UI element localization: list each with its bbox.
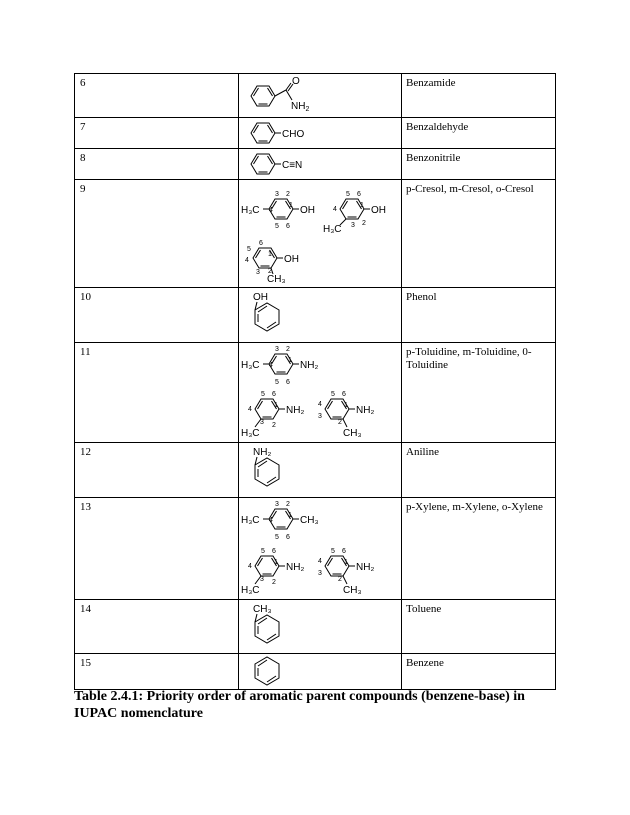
svg-text:2: 2 <box>286 346 290 353</box>
ch3-label: CH₃ <box>253 604 272 615</box>
svg-text:6: 6 <box>357 191 361 198</box>
svg-text:3: 3 <box>260 576 264 583</box>
svg-text:4: 4 <box>248 406 252 413</box>
compound-name: Benzonitrile <box>402 149 556 180</box>
svg-text:5: 5 <box>261 391 265 398</box>
nh2-label: NH₂ <box>356 405 375 416</box>
compound-name: Benzamide <box>402 74 556 118</box>
row-number: 13 <box>75 498 239 600</box>
svg-text:2: 2 <box>272 579 276 586</box>
svg-text:6: 6 <box>286 534 290 541</box>
svg-text:3: 3 <box>260 419 264 426</box>
svg-text:3: 3 <box>275 501 279 508</box>
row-number: 6 <box>75 74 239 118</box>
ch3-label: CH₃ <box>267 274 286 285</box>
oh-label: OH <box>253 292 268 303</box>
table-row <box>75 600 556 654</box>
nh2-label: NH₂ <box>300 360 319 371</box>
svg-text:3: 3 <box>256 269 260 276</box>
svg-text:6: 6 <box>272 391 276 398</box>
table-row <box>75 149 556 180</box>
svg-text:6: 6 <box>286 379 290 386</box>
compound-name: Phenol <box>402 288 556 343</box>
table-row <box>75 180 556 288</box>
compound-name: p-Toluidine, m-Toluidine, 0-Toluidine <box>402 343 556 443</box>
h3c-label: H₃C <box>241 515 260 526</box>
svg-text:3: 3 <box>351 222 355 229</box>
row-number: 11 <box>75 343 239 443</box>
compound-name: Aniline <box>402 443 556 498</box>
compound-name: Toluene <box>402 600 556 654</box>
svg-text:6: 6 <box>342 391 346 398</box>
svg-text:1: 1 <box>360 202 364 209</box>
svg-text:2: 2 <box>338 576 342 583</box>
row-number: 7 <box>75 118 239 149</box>
table-row <box>75 443 556 498</box>
cn-label: C≡N <box>282 160 303 171</box>
structure-benzene <box>239 654 402 690</box>
svg-text:3: 3 <box>318 570 322 577</box>
nh2-label: NH₂ <box>356 562 375 573</box>
svg-text:1: 1 <box>268 251 272 258</box>
nh2-label: NH₂ <box>253 447 272 458</box>
oh-label: OH <box>284 254 299 265</box>
svg-text:5: 5 <box>275 379 279 386</box>
svg-text:2: 2 <box>338 419 342 426</box>
row-number: 9 <box>75 180 239 288</box>
svg-text:5: 5 <box>331 391 335 398</box>
svg-text:1: 1 <box>344 402 348 409</box>
svg-text:5: 5 <box>331 548 335 555</box>
oxygen-label: O <box>292 76 300 87</box>
h3c-label: H₃C <box>241 205 260 216</box>
svg-text:3: 3 <box>275 191 279 198</box>
cho-label: CHO <box>282 129 305 140</box>
svg-text:4: 4 <box>245 257 249 264</box>
svg-text:6: 6 <box>342 548 346 555</box>
svg-text:5: 5 <box>261 548 265 555</box>
svg-text:5: 5 <box>275 534 279 541</box>
table-row <box>75 498 556 600</box>
compound-name: p-Xylene, m-Xylene, o-Xylene <box>402 498 556 600</box>
svg-text:1: 1 <box>274 402 278 409</box>
structure-benzonitrile <box>239 149 402 180</box>
svg-text:6: 6 <box>272 548 276 555</box>
oh-label: OH <box>300 205 315 216</box>
table-caption: Table 2.4.1: Priority order of aromatic parent compounds (benzene-base) in IUPAC nomenclature <box>74 689 525 721</box>
svg-text:5: 5 <box>247 246 251 253</box>
h3c-label: H₃C <box>241 585 260 596</box>
structure-toluene <box>239 600 402 654</box>
h3c-label: H₃C <box>241 360 260 371</box>
table-row <box>75 74 556 118</box>
row-number: 10 <box>75 288 239 343</box>
svg-text:4: 4 <box>269 362 273 369</box>
svg-text:3: 3 <box>318 413 322 420</box>
svg-text:4: 4 <box>318 558 322 565</box>
table-row <box>75 288 556 343</box>
svg-text:4: 4 <box>269 207 273 214</box>
svg-text:6: 6 <box>286 223 290 230</box>
svg-text:2: 2 <box>268 268 272 275</box>
row-number: 12 <box>75 443 239 498</box>
table-row <box>75 118 556 149</box>
nh2-label: NH₂ <box>286 405 305 416</box>
svg-text:1: 1 <box>289 202 293 209</box>
row-number: 15 <box>75 654 239 690</box>
svg-text:2: 2 <box>286 191 290 198</box>
structure-benzaldehyde <box>239 118 402 149</box>
svg-text:2: 2 <box>362 220 366 227</box>
svg-text:5: 5 <box>346 191 350 198</box>
structure-toluidines <box>239 343 402 443</box>
compound-name: Benzene <box>402 654 556 690</box>
priority-table <box>74 73 556 690</box>
h3c-label: H₃C <box>241 428 260 439</box>
svg-text:2: 2 <box>272 422 276 429</box>
svg-text:5: 5 <box>275 223 279 230</box>
svg-text:1: 1 <box>274 559 278 566</box>
structure-phenol <box>239 288 402 343</box>
structure-cresols <box>239 180 402 288</box>
compound-name: Benzaldehyde <box>402 118 556 149</box>
structure-aniline <box>239 443 402 498</box>
structure-benzamide <box>239 74 402 118</box>
svg-text:6: 6 <box>259 240 263 247</box>
row-number: 8 <box>75 149 239 180</box>
svg-text:4: 4 <box>318 401 322 408</box>
ch3-label: CH₃ <box>300 515 319 526</box>
svg-text:4: 4 <box>269 517 273 524</box>
svg-text:1: 1 <box>288 357 292 364</box>
ch3-label: CH₃ <box>343 428 362 439</box>
structure-xylenes <box>239 498 402 600</box>
svg-text:1: 1 <box>344 559 348 566</box>
table-row <box>75 654 556 690</box>
svg-text:4: 4 <box>333 206 337 213</box>
row-number: 14 <box>75 600 239 654</box>
svg-text:1: 1 <box>288 512 292 519</box>
oh-label: OH <box>371 205 386 216</box>
h3c-label: H₃C <box>323 224 342 235</box>
compound-name: p-Cresol, m-Cresol, o-Cresol <box>402 180 556 288</box>
nh2-label: NH₂ <box>286 562 305 573</box>
table-row <box>75 343 556 443</box>
svg-text:2: 2 <box>286 501 290 508</box>
ch3-label: CH₃ <box>343 585 362 596</box>
nh2-label: $NH_2$ <box>291 101 310 113</box>
svg-text:4: 4 <box>248 563 252 570</box>
svg-text:3: 3 <box>275 346 279 353</box>
